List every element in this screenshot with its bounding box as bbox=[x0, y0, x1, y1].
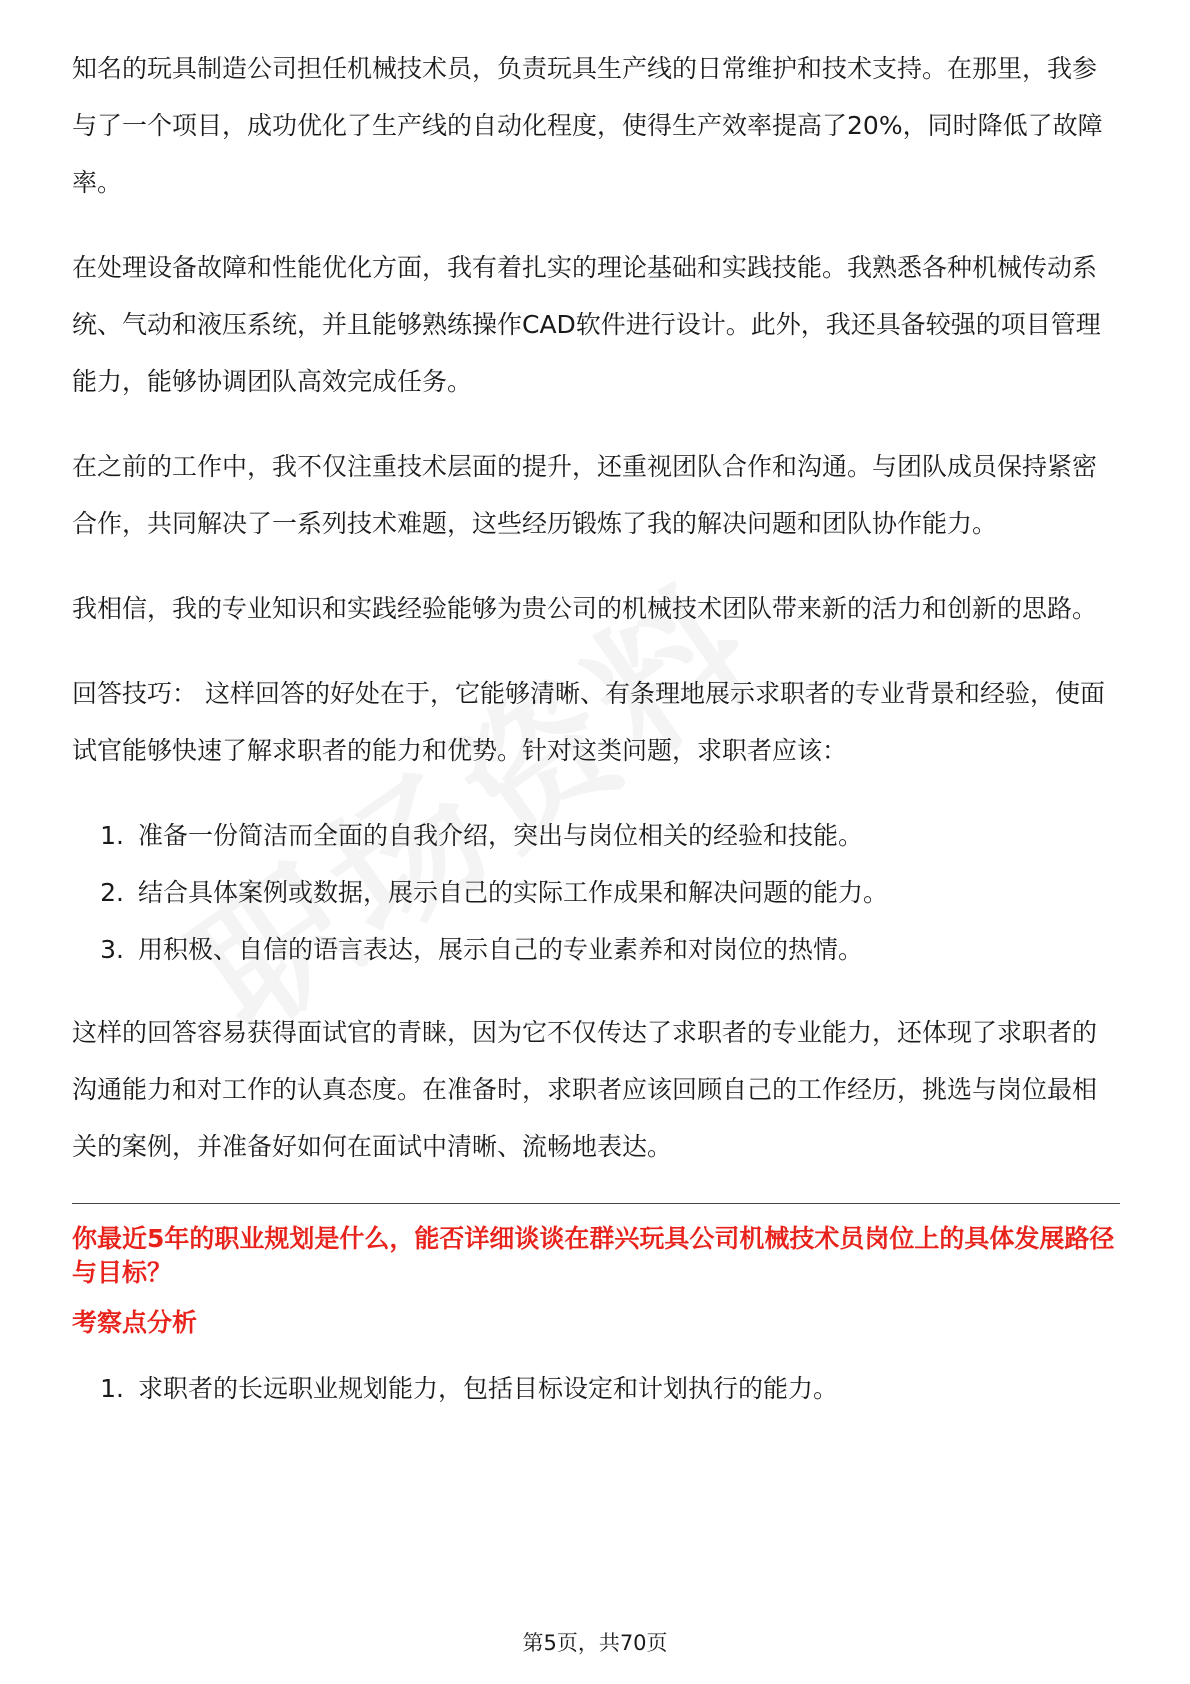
list-item bbox=[72, 807, 1120, 864]
list-number: 3. bbox=[100, 935, 124, 964]
analysis-heading: 考察点分析 bbox=[72, 1308, 198, 1337]
list-number: 1. bbox=[100, 821, 124, 850]
document-page bbox=[72, 40, 1120, 1443]
paragraph: 在之前的工作中，我不仅注重技术层面的提升，还重视团队合作和沟通。与团队成员保持紧密合作，共同解决了一系列技术难题，这些经历锻炼了我的解决问题和团队协作能力。 bbox=[72, 452, 1098, 538]
paragraph: 在处理设备故障和性能优化方面，我有着扎实的理论基础和实践技能。我熟悉各种机械传动系统、气动和液压系统，并且能够熟练操作CAD软件进行设计。此外，我还具备较强的项目管理能力，能够协调团队高效完成任务。 bbox=[72, 253, 1101, 396]
analysis-list bbox=[72, 1360, 1120, 1417]
list-number: 1. bbox=[100, 1374, 124, 1403]
list-item bbox=[72, 864, 1120, 921]
closing-paragraph: 这样的回答容易获得面试官的青睐，因为它不仅传达了求职者的专业能力，还体现了求职者的沟通能力和对工作的认真态度。在准备时，求职者应该回顾自己的工作经历，挑选与岗位最相关的案例，并准备好如何在面试中清晰、流畅地表达。 bbox=[72, 1018, 1098, 1161]
paragraph: 知名的玩具制造公司担任机械技术员，负责玩具生产线的日常维护和技术支持。在那里，我参与了一个项目，成功优化了生产线的自动化程度，使得生产效率提高了20%，同时降低了故障率。 bbox=[72, 54, 1103, 197]
list-item bbox=[72, 921, 1120, 978]
list-text: 求职者的长远职业规划能力，包括目标设定和计划执行的能力。 bbox=[138, 1374, 839, 1403]
list-text: 用积极、自信的语言表达，展示自己的专业素养和对岗位的热情。 bbox=[138, 935, 864, 964]
list-text: 结合具体案例或数据，展示自己的实际工作成果和解决问题的能力。 bbox=[138, 878, 889, 907]
list-number: 2. bbox=[100, 878, 124, 907]
page-footer: 第5页，共70页 bbox=[522, 1631, 668, 1655]
list-text: 准备一份简洁而全面的自我介绍，突出与岗位相关的经验和技能。 bbox=[138, 821, 864, 850]
tips-list bbox=[72, 807, 1120, 978]
section-divider bbox=[72, 1203, 1120, 1204]
paragraph: 我相信，我的专业知识和实践经验能够为贵公司的机械技术团队带来新的活力和创新的思路。 bbox=[72, 594, 1098, 623]
list-item bbox=[72, 1360, 1120, 1417]
question-heading: 你最近5年的职业规划是什么，能否详细谈谈在群兴玩具公司机械技术员岗位上的具体发展路径与目标？ bbox=[72, 1224, 1115, 1287]
answer-tips-paragraph: 回答技巧： 这样回答的好处在于，它能够清晰、有条理地展示求职者的专业背景和经验，使面试官能够快速了解求职者的能力和优势。针对这类问题，求职者应该： bbox=[72, 679, 1105, 765]
